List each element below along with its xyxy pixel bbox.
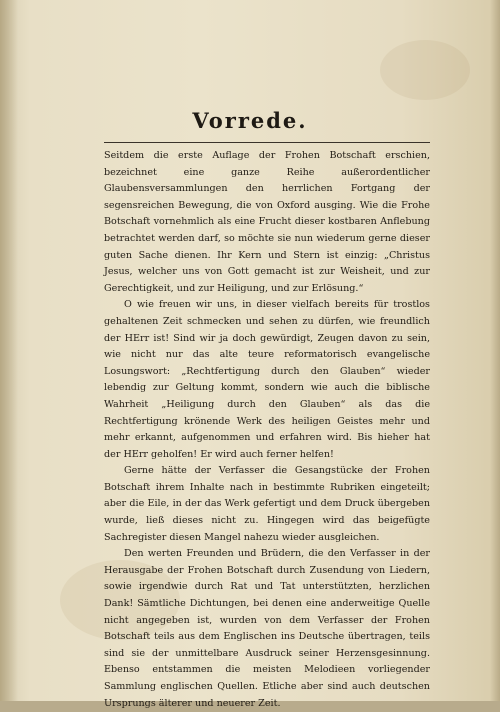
paper-stain (380, 40, 470, 100)
paragraph: Gerne hätte der Verfasser die Gesangstücke der Frohen Botschaft ihrem Inhalte nach in bestimmte Rubriken eingeteilt; aber die Eile, in der das Werk gefertigt und dem Druck übergeben wurde, ließ dieses nicht zu. Hingegen wird das beigefügte Sachregister diesen Mangel nahezu wieder ausgleichen. (104, 465, 430, 543)
page-title: Vorrede. (192, 108, 308, 133)
title-rule (104, 142, 430, 143)
paragraph: Den werten Freunden und Brüdern, die den Verfasser in der Herausgabe der Frohen Botschaft durch Zusendung von Liedern, sowie irgendwie durch Rat und Tat unterstützten, herzlichen Dank! Sämtliche Dichtungen, bei denen eine anderweitige Quelle nicht angegeben ist, wurden von dem Verfasser der Frohen Botschaft teils aus dem Englischen ins Deutsche übertragen, teils sind sie der unmittelbare Ausdruck seiner Herzensgesinnung. Ebenso entstammen die meisten Melodieen vorliegender Sammlung englischen Quellen. Etliche aber sind auch deutschen Ursprungs älterer und neuerer Zeit. (104, 548, 430, 709)
paragraph: O wie freuen wir uns, in dieser vielfach bereits für trostlos gehaltenen Zeit schmecken und sehen zu dürfen, wie freundlich der HErr ist! Sind wir ja doch gewürdigt, Zeugen davon zu sein, wie nicht nur das alte teure reformatorisch evangelische Losungswort: „Rechtfertigung durch den Glauben“ wieder lebendig zur Geltung kommt, sondern wie auch die biblische Wahrheit „Heiligung durch den Glauben“ als das die Rechtfertigung krönende Werk des heiligen Geistes mehr und mehr erkannt, aufgenommen und erfahren wird. Bis hieher hat der HErr geholfen! Er wird auch ferner helfen! (104, 299, 430, 460)
paragraph: Seitdem die erste Auflage der Frohen Botschaft erschien, bezeichnet eine ganze Reihe außerordentlicher Glaubensversammlungen den herrlichen Fortgang der segensreichen Bewegung, die von Oxford ausging. Wie die Frohe Botschaft vornehmlich als eine Frucht dieser kostbaren Anflebung betrachtet werden darf, so möchte sie nun wiederum gerne dieser guten Sache dienen. Ihr Kern und Stern ist einzig: „Christus Jesus, welcher uns von Gott gemacht ist zur Weisheit, und zur Gerechtigkeit, und zur Heiligung, und zur Erlösung.“ (104, 150, 430, 294)
preface-body (104, 148, 430, 712)
